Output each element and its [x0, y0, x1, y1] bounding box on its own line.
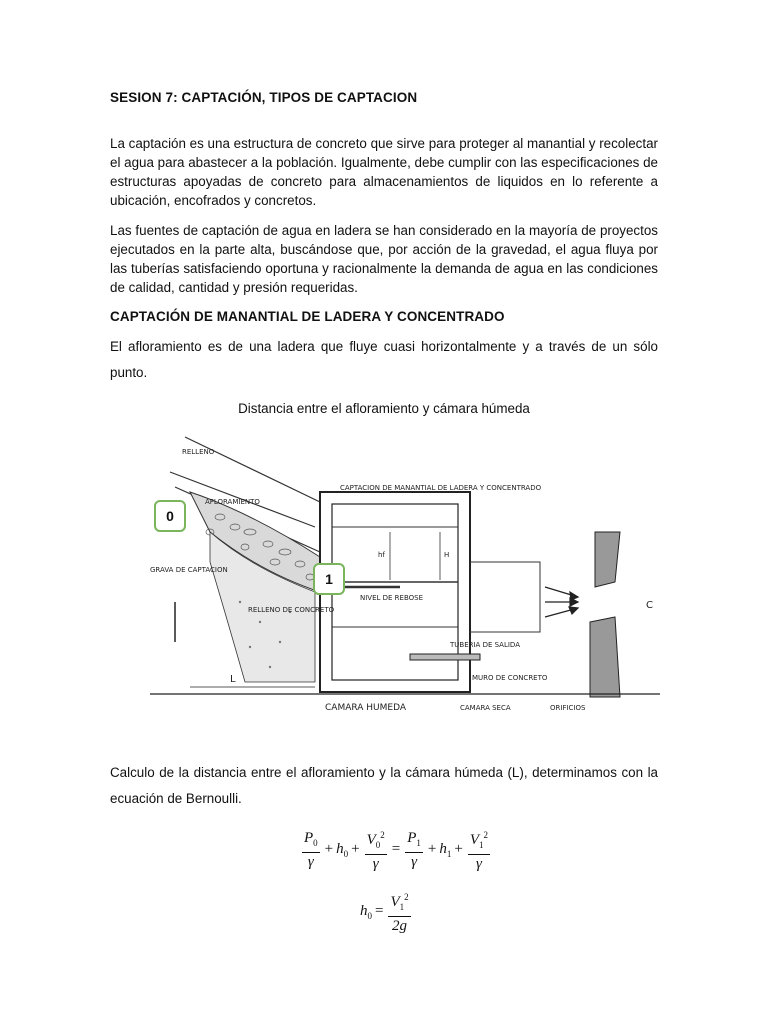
- paragraph-bernoulli: Calculo de la distancia entre el afloramiento y la cámara húmeda (L), determinamos con la ecuación de Bernoulli.: [110, 765, 658, 806]
- bernoulli-equation: $\frac{P_0}{\gamma}$ + $h_0$ + $\frac{V_0^2}{\gamma}$ = $\frac{P_1}{\gamma}$ + $h_1$ + $\frac{V_1^2}{\gamma}$: [300, 826, 492, 873]
- label-tuberia-salida: TUBERIA DE SALIDA: [450, 641, 520, 649]
- label-orificios: ORIFICIOS: [550, 704, 586, 712]
- frac-v1sq-2g: $\frac{V_1^2}{2g}$: [388, 888, 410, 935]
- frac-p0-gamma: $\frac{P_0}{\gamma}$: [304, 829, 318, 870]
- label-camara-humeda: CAMARA HUMEDA: [325, 703, 407, 713]
- frac-v0-gamma: $\frac{V_0^2}{\gamma}$: [365, 826, 387, 873]
- point-marker-0: 0: [154, 500, 186, 532]
- paragraph-intro: La captación es una estructura de concreto que sirve para proteger al manantial y recolectar el agua para abastecer a la población. Igualmente, debe cumplir con las especificaciones de estructuras apoyadas de concreto para almacenamientos de liquidos en lo referente a ubicación, encofrados y concretos.: [110, 136, 658, 208]
- paragraph-afloramiento: El afloramiento es de una ladera que fluye cuasi horizontalmente y a través de un sólo punto.: [110, 339, 658, 380]
- label-relleno: RELLENO: [182, 448, 215, 456]
- label-H: H: [444, 551, 450, 559]
- subheading-captacion: CAPTACIÓN DE MANANTIAL DE LADERA Y CONCENTRADO: [110, 309, 505, 324]
- point-marker-1: 1: [313, 563, 345, 595]
- h0-equation: $h_0$ = $\frac{V_1^2}{2g}$: [360, 888, 413, 935]
- label-muro: MURO DE CONCRETO: [472, 674, 548, 682]
- label-camara-seca: CAMARA SECA: [460, 704, 511, 712]
- paragraph-fuentes: Las fuentes de captación de agua en ladera se han considerado en la mayoría de proyectos ejecutados en la parte alta, buscándose que, por acción de la gravedad, el agua fluya por las tuberías satisfaciendo oportuna y racionalmente la demanda de agua en las condiciones de calidad, cantidad y presión requeridas.: [110, 223, 658, 295]
- label-C: C: [646, 600, 653, 611]
- label-grava: GRAVA DE CAPTACION: [150, 566, 228, 574]
- label-hf: hf: [378, 551, 385, 559]
- frac-p1-gamma: $\frac{P_1}{\gamma}$: [407, 829, 421, 870]
- figure-caption: Distancia entre el afloramiento y cámara húmeda: [238, 401, 530, 416]
- label-L: L: [230, 674, 236, 685]
- label-nivel-rebose: NIVEL DE REBOSE: [360, 594, 424, 602]
- label-afloramiento: AFLORAMIENTO: [205, 498, 260, 506]
- frac-v1-gamma: $\frac{V_1^2}{\gamma}$: [468, 826, 490, 873]
- session-title: SESION 7: CAPTACIÓN, TIPOS DE CAPTACION: [110, 90, 418, 105]
- label-relleno-concreto: RELLENO DE CONCRETO: [248, 606, 335, 614]
- captacion-diagram: [150, 432, 660, 714]
- diagram-sketch: [150, 432, 660, 714]
- label-plano-title: CAPTACION DE MANANTIAL DE LADERA Y CONCENTRADO: [340, 484, 542, 492]
